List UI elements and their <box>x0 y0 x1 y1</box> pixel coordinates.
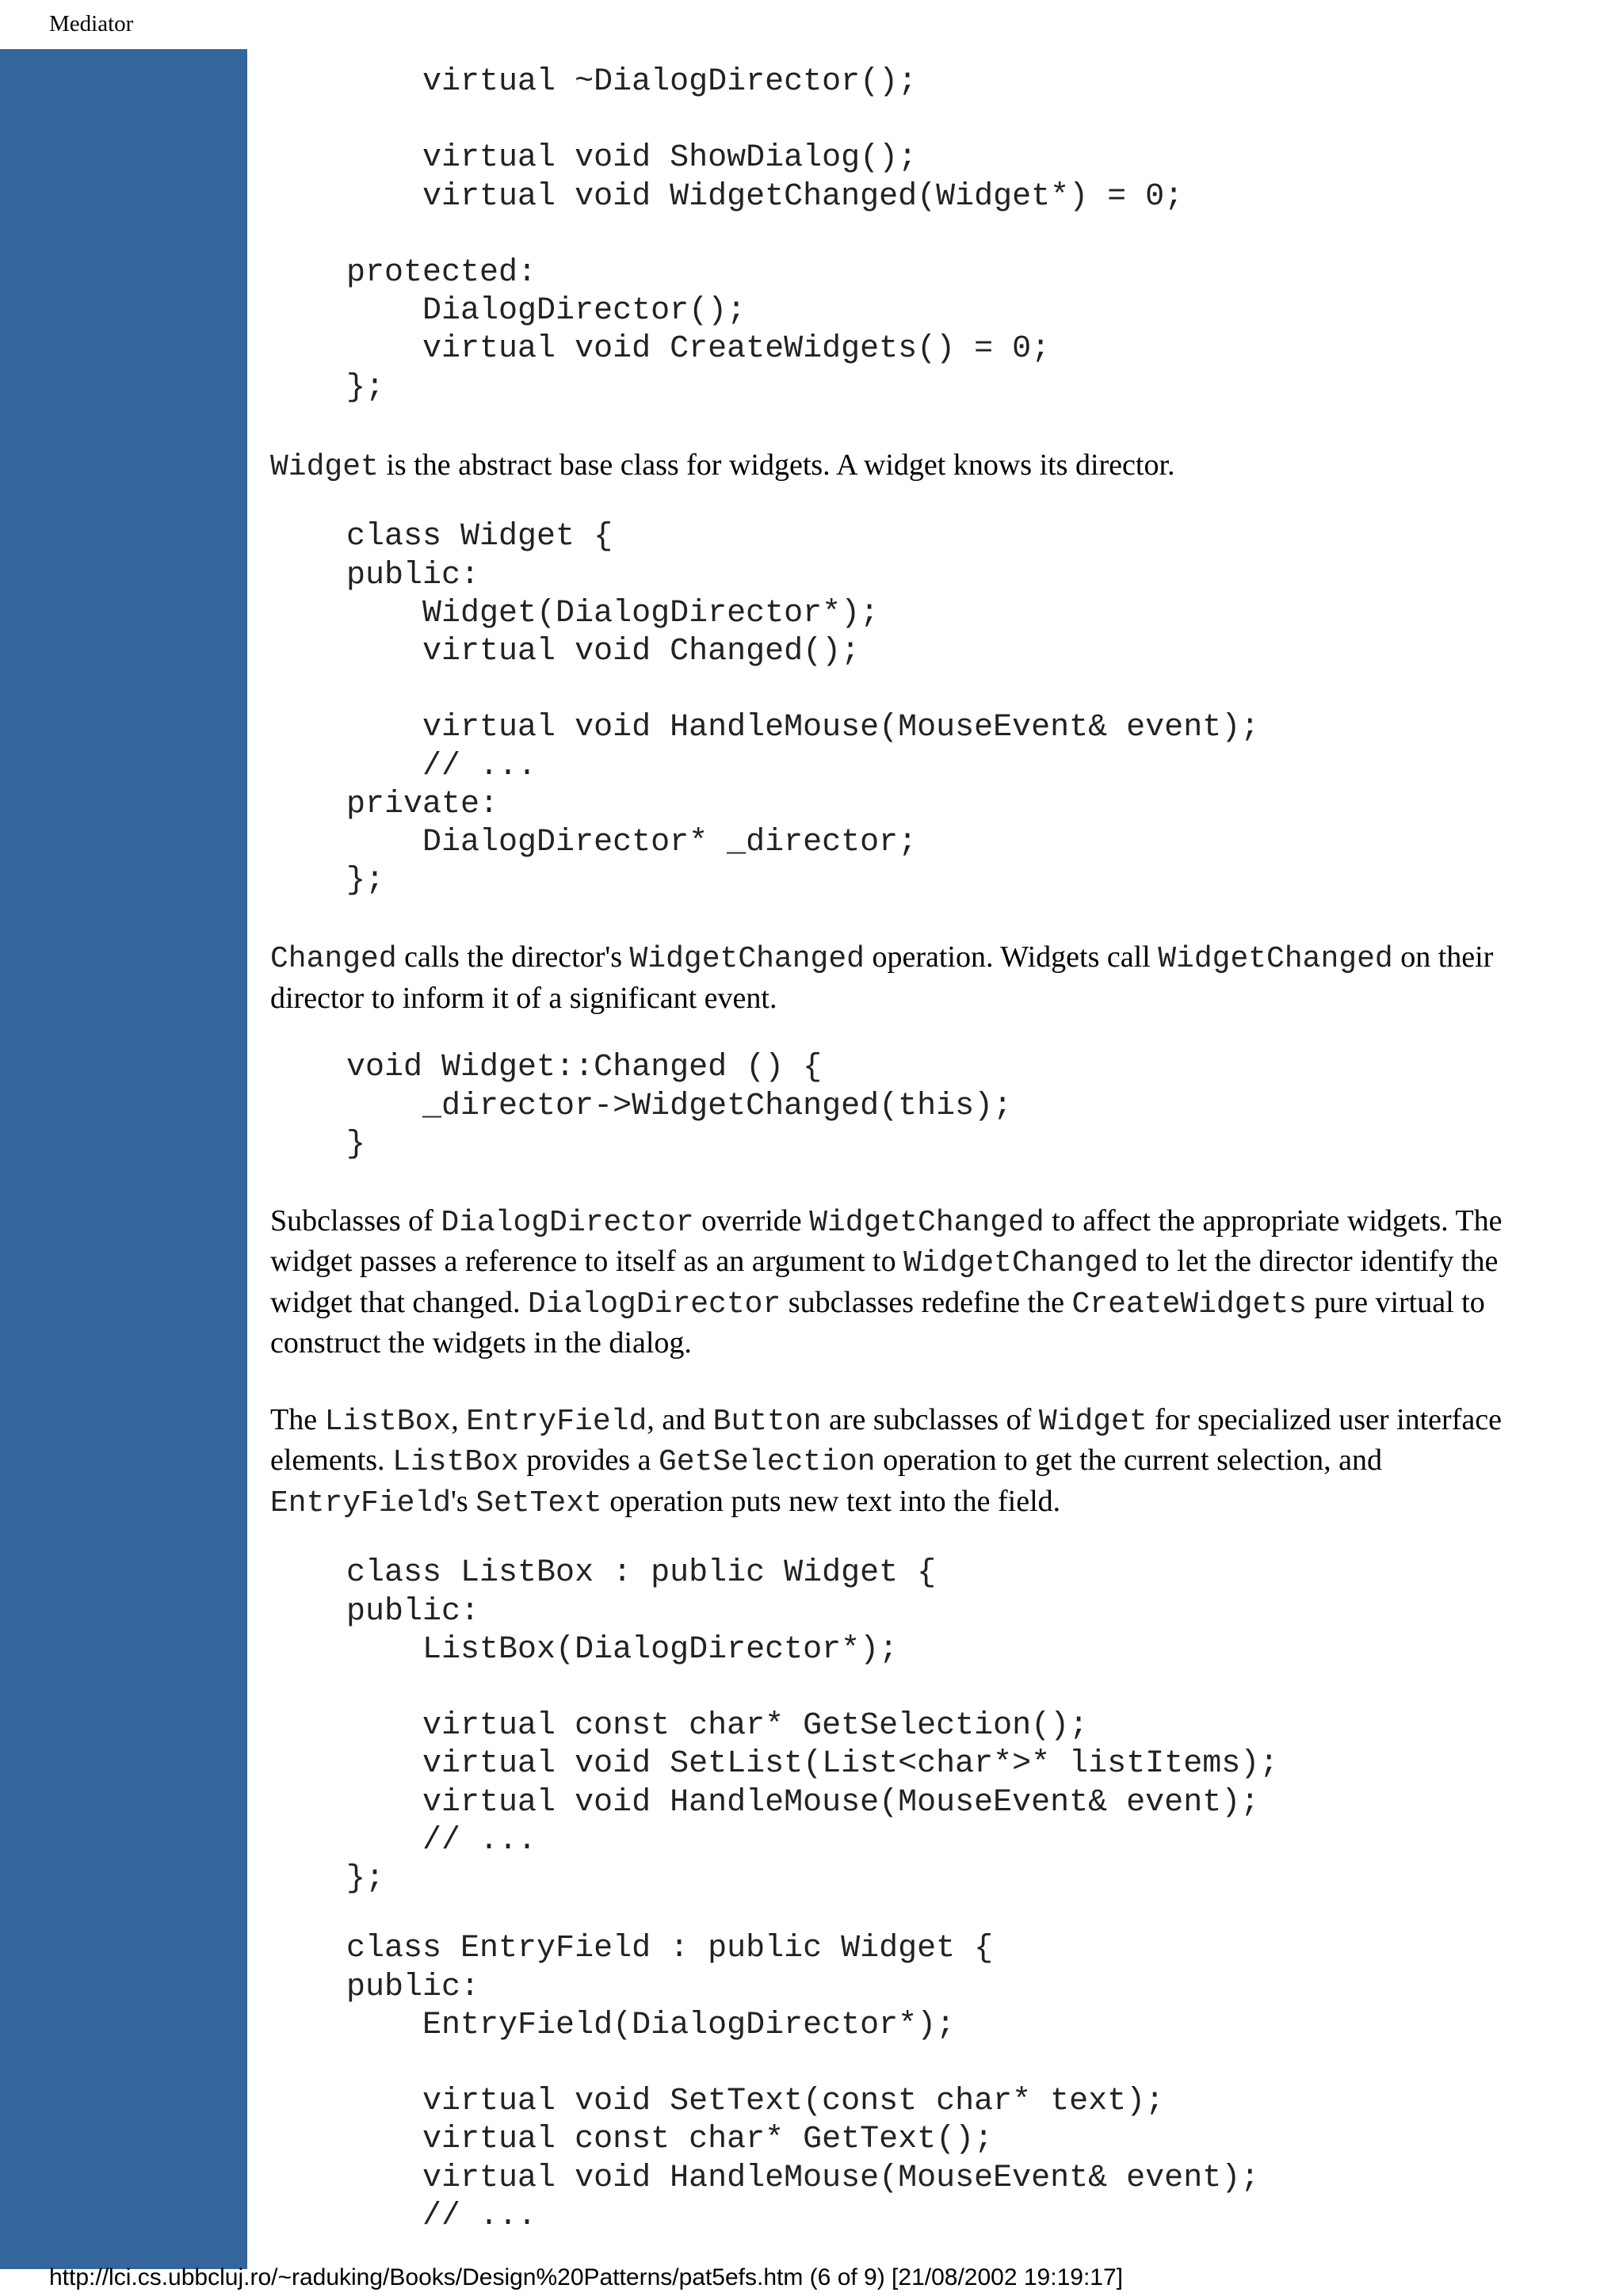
left-sidebar-bar <box>0 49 247 2269</box>
code-block-widget-class: class Widget { public: Widget(DialogDirector*); virtual void Changed(); virtual void HandleMouse(MouseEvent& event); // ... private: DialogDirector* _director; }; <box>346 519 1260 899</box>
paragraph-changed <box>270 938 1578 1017</box>
code-ref: DialogDirector <box>441 1205 694 1240</box>
paragraph-text: operation puts new text into the field. <box>601 1484 1061 1518</box>
paragraph-text: to affect the appropriate widgets. The widget passes a reference to itself as an argument to <box>270 1203 1503 1279</box>
paragraph-text: to let the director identify the widget that changed. <box>270 1245 1499 1319</box>
page-header-title: Mediator <box>49 11 134 36</box>
paragraph-text: are subclasses of <box>821 1402 1039 1436</box>
paragraph-text: is the abstract base class for widgets. A widget knows its director. <box>378 448 1175 482</box>
paragraph-text: , and <box>647 1402 713 1436</box>
code-block-listbox-class: class ListBox : public Widget { public: ListBox(DialogDirector*); virtual const char* GetSelection(); virtual void SetList(List<char*>* listItems); virtual void HandleMouse(MouseEvent& event); // ... }; <box>346 1555 1279 1897</box>
code-ref: WidgetChanged <box>629 942 865 977</box>
code-ref: Button <box>712 1404 822 1439</box>
code-ref: EntryField <box>270 1486 452 1520</box>
paragraph-text: provides a <box>518 1444 659 1478</box>
code-ref: Widget <box>1038 1404 1148 1439</box>
code-ref: ListBox <box>392 1445 519 1480</box>
paragraph-text: operation to get the current selection, and <box>875 1444 1383 1478</box>
code-ref: SetText <box>475 1486 602 1520</box>
code-ref: ListBox <box>324 1404 452 1439</box>
code-ref: Changed <box>270 942 397 977</box>
paragraph-text: operation. Widgets call <box>864 940 1159 974</box>
paragraph-text: pure virtual to construct the widgets in the dialog. <box>270 1285 1485 1360</box>
code-ref: WidgetChanged <box>903 1246 1139 1281</box>
paragraph-text: override <box>693 1203 810 1238</box>
footer-source-url: http://lci.cs.ubbcluj.ro/~raduking/Books/Design%20Patterns/pat5efs.htm (6 of 9) [21/08/2002 19:19:17] <box>49 2264 1123 2290</box>
code-ref: DialogDirector <box>528 1287 781 1322</box>
code-ref: WidgetChanged <box>809 1205 1044 1240</box>
paragraph-text: The <box>270 1402 325 1436</box>
paragraph-text: Subclasses of <box>270 1203 441 1238</box>
paragraph-listbox-entryfield <box>270 1401 1578 1524</box>
paragraph-text: for specialized user interface elements. <box>270 1402 1502 1478</box>
paragraph-text: calls the director's <box>396 940 630 974</box>
paragraph-text: 's <box>451 1484 476 1518</box>
code-ref: GetSelection <box>658 1445 876 1480</box>
paragraph-text: subclasses redefine the <box>781 1285 1072 1319</box>
code-ref: Widget <box>270 449 379 484</box>
paragraph-text: on their director to inform it of a significant event. <box>270 940 1494 1015</box>
code-block-entryfield-class: class EntryField : public Widget { public: EntryField(DialogDirector*); virtual void SetText(const char* text); virtual const char* GetText(); virtual void HandleMouse(MouseEvent& event); // ... <box>346 1931 1260 2234</box>
code-block-widget-changed: void Widget::Changed () { _director->WidgetChanged(this); } <box>346 1050 1013 1162</box>
code-ref: EntryField <box>466 1404 647 1439</box>
paragraph-text: , <box>451 1402 467 1436</box>
paragraph-subclasses <box>270 1202 1578 1363</box>
code-block-dialog-director: virtual ~DialogDirector(); virtual void ShowDialog(); virtual void WidgetChanged(Widget*) = 0; protected: DialogDirector(); virtual void CreateWidgets() = 0; }; <box>346 64 1184 406</box>
paragraph-widget-intro <box>270 446 1578 487</box>
code-ref: WidgetChanged <box>1158 942 1393 977</box>
code-ref: CreateWidgets <box>1071 1287 1307 1322</box>
document-content <box>270 63 1578 2236</box>
